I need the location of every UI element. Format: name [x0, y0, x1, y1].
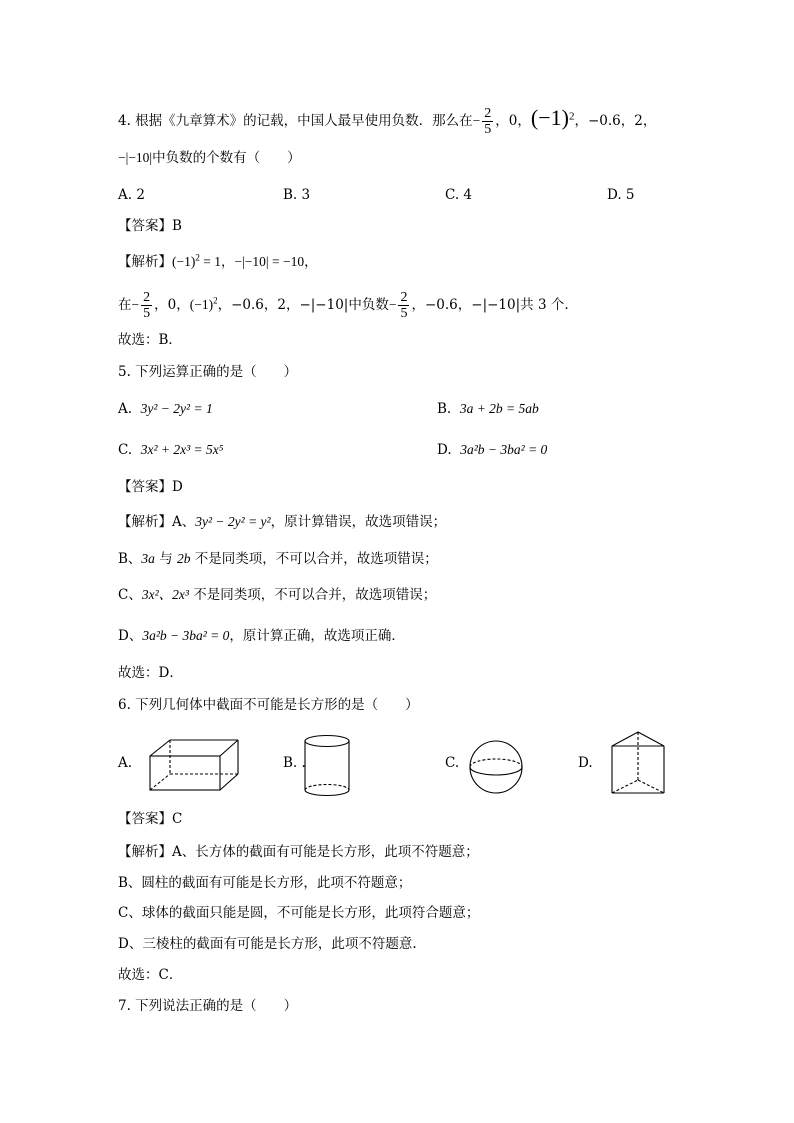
q5-answer-label: 【答案】	[118, 479, 172, 495]
q5-analysis-c-expr: 3x²、2x³	[141, 587, 189, 602]
q4-analysis-fraction2	[398, 290, 409, 321]
q5-option-d	[437, 440, 547, 460]
q5-analysis-a	[118, 512, 446, 532]
q5-analysis-d-prefix: D、	[118, 628, 143, 644]
q6-analysis-d: D、三棱柱的截面有可能是长方形，此项不符题意.	[118, 936, 417, 952]
q4-analysis-fraction2-num: 2	[400, 290, 408, 305]
q4-option-a: A. 2	[118, 187, 145, 203]
q6-option-d-label: D.	[578, 755, 593, 771]
q4-analysis-eq: = 1，−|−10| = −10，	[199, 254, 318, 269]
q4-analysis-mid3: ，−0.6，−|−10|共 3 个.	[411, 297, 569, 313]
q7-stem: 7. 下列说法正确的是（ ）	[118, 998, 298, 1014]
q4-analysis-power-exp: 2	[195, 252, 200, 263]
q4-answer-label: 【答案】	[118, 218, 172, 234]
q4-sep1: ，0，	[495, 113, 531, 129]
q4-analysis-fraction2-den: 5	[400, 306, 408, 321]
q5-option-a	[118, 399, 213, 419]
q5-option-c-expr: 3x² + 2x³ = 5x⁵	[140, 442, 224, 457]
q6-analysis-a	[118, 842, 479, 862]
sphere-figure	[468, 739, 524, 795]
q6-stem: 6. 下列几何体中截面不可能是长方形的是（ ）	[118, 697, 419, 713]
q4-power-base: (−1)	[530, 105, 569, 130]
q6-answer-label: 【答案】	[118, 811, 172, 827]
q5-analysis-a-expr: 3y² − 2y² = y²	[195, 514, 271, 529]
q6-analysis-label: 【解析】	[118, 844, 172, 860]
q4-analysis-pow2: (−1)	[189, 297, 214, 312]
q5-option-b-label: B.	[437, 401, 452, 417]
q4-fraction-denominator: 5	[484, 122, 492, 137]
q5-option-b-expr: 3a + 2b = 5ab	[459, 401, 539, 416]
q5-analysis-c	[118, 585, 436, 605]
q4-fraction-numerator: 2	[484, 106, 492, 121]
q5-analysis-b	[118, 549, 438, 569]
q4-analysis-mid1: ，0，	[154, 297, 190, 313]
q5-analysis-b-expr2: 2b	[177, 551, 191, 566]
q4-analysis-power: (−1)	[172, 254, 196, 269]
q5-analysis-c-text: 不是同类项，不可以合并，故选项错误；	[188, 587, 437, 603]
q5-stem: 5. 下列运算正确的是（ ）	[118, 364, 298, 380]
q5-analysis-d-expr: 3a²b − 3ba² = 0	[142, 628, 230, 643]
q4-stem-line2	[118, 148, 301, 168]
q5-option-a-expr: 3y² − 2y² = 1	[140, 401, 213, 416]
cylinder-figure	[302, 734, 352, 798]
q5-analysis-b-mid: 与	[154, 551, 178, 567]
q5-conclusion: 故选：D．	[118, 665, 183, 681]
q4-analysis-line1	[118, 252, 318, 272]
q4-analysis-fraction1-num: 2	[143, 290, 151, 305]
q5-answer	[118, 477, 183, 497]
q4-answer	[118, 216, 182, 236]
q4-option-b: B. 3	[283, 187, 311, 203]
q4-abs-expr: −|−10|	[118, 150, 153, 165]
q5-analysis-b-expr1: 3a	[141, 551, 155, 566]
q5-analysis-b-prefix: B、	[118, 551, 142, 567]
q5-analysis-d	[118, 626, 405, 646]
q6-analysis-a-text: A、长方体的截面有可能是长方形，此项不符题意；	[172, 844, 479, 860]
q4-analysis-neg1: −	[131, 297, 140, 312]
q4-analysis-fraction1-den: 5	[143, 306, 151, 321]
q5-answer-value: D	[172, 479, 183, 495]
q4-option-c: C. 4	[445, 187, 473, 203]
q4-sep2: ，−0.6，2，	[574, 113, 657, 129]
q5-option-d-label: D.	[437, 442, 452, 458]
q5-option-d-expr: 3a²b − 3ba² = 0	[460, 442, 548, 457]
q6-option-a-label: A.	[118, 755, 133, 771]
q4-stem-tail: 中负数的个数有（ ）	[152, 150, 301, 166]
q4-analysis-pow2-exp: 2	[213, 295, 218, 306]
q4-analysis-line2	[118, 290, 569, 321]
q5-option-c-label: C.	[118, 442, 133, 458]
q5-analysis-d-text: ，原计算正确，故选项正确．	[229, 628, 405, 644]
cuboid-figure	[148, 738, 240, 792]
triangular-prism-figure	[608, 730, 668, 796]
q5-option-b	[437, 399, 539, 419]
q6-analysis-c: C、球体的截面只能是圆，不可能是长方形，此项符合题意；	[118, 905, 480, 921]
q4-analysis-neg2: −	[388, 297, 397, 312]
q6-conclusion: 故选：C．	[118, 967, 183, 983]
q6-option-c-label: C.	[445, 755, 460, 771]
q5-analysis-label: 【解析】	[118, 514, 172, 530]
q4-conclusion: 故选：B．	[118, 332, 182, 348]
q5-option-a-label: A.	[118, 401, 133, 417]
q5-analysis-a-prefix: A、	[172, 514, 196, 530]
q4-neg-sign: −	[472, 113, 481, 128]
q4-answer-value: B	[172, 218, 182, 234]
q4-option-d: D. 5	[607, 187, 635, 203]
q4-analysis-prefix: 在	[118, 297, 132, 313]
q6-option-b-label: B. .	[283, 755, 306, 771]
q6-answer-value: C	[172, 811, 183, 827]
q6-analysis-b: B、圆柱的截面有可能是长方形，此项不符题意；	[118, 875, 412, 891]
q5-analysis-b-text: 不是同类项，不可以合并，故选项错误；	[190, 551, 438, 567]
q4-stem-line1	[118, 105, 656, 137]
q5-analysis-c-prefix: C、	[118, 587, 142, 603]
q4-analysis-label: 【解析】	[118, 254, 172, 270]
q5-option-c	[118, 440, 223, 460]
q4-fraction	[482, 106, 493, 137]
q4-stem-text: 4. 根据《九章算术》的记载，中国人最早使用负数．那么在	[118, 113, 473, 129]
q4-power-exp: 2	[568, 110, 575, 123]
q4-analysis-mid2: ，−0.6，2，−|−10|中负数	[217, 297, 389, 313]
q5-analysis-a-text: ，原计算错误，故选项错误；	[270, 514, 447, 530]
q6-answer	[118, 809, 182, 829]
q4-analysis-fraction1	[141, 290, 152, 321]
